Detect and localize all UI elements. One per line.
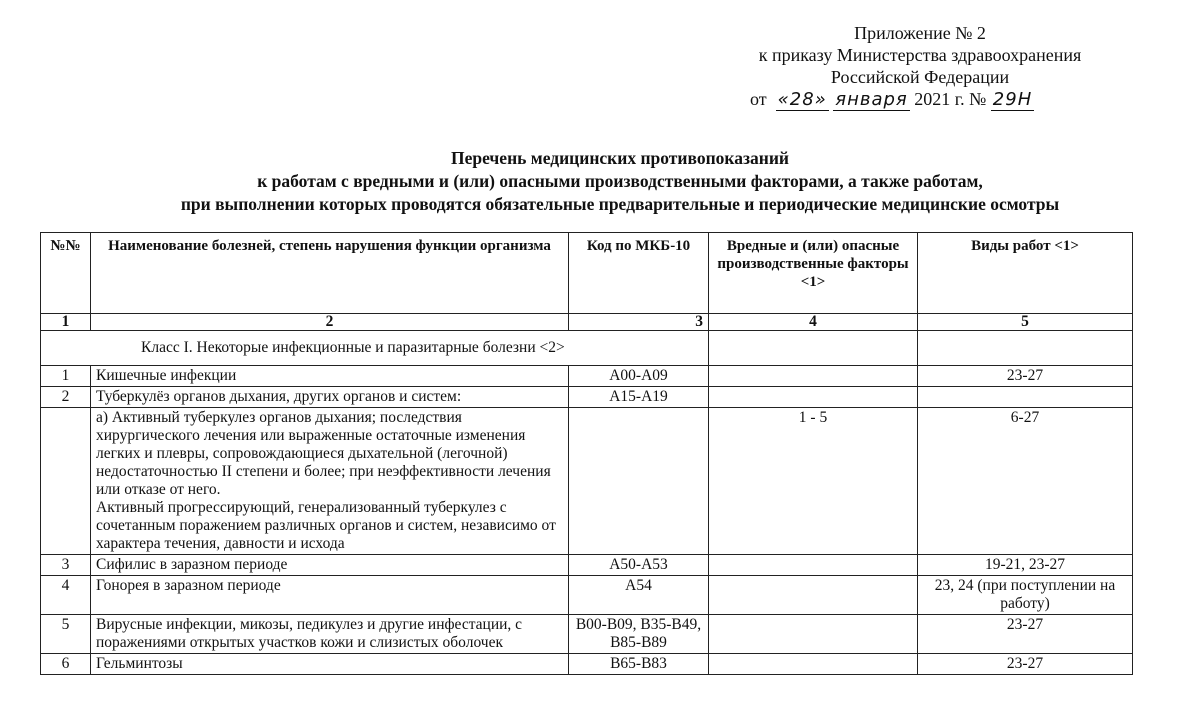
class-row <box>41 331 1133 366</box>
row-icd: A50-A53 <box>569 555 709 576</box>
col-number: 1 <box>41 314 91 331</box>
header-works: Виды работ <1> <box>918 233 1133 314</box>
row-name: Сифилис в заразном периоде <box>91 555 569 576</box>
row-num: 6 <box>41 654 91 675</box>
row-name <box>91 408 569 555</box>
row-icd: B65-B83 <box>569 654 709 675</box>
row-num: 2 <box>41 387 91 408</box>
row-num: 4 <box>41 576 91 615</box>
document-title <box>40 147 1200 216</box>
appendix-label: Приложение № 2 <box>854 23 986 43</box>
row-factors <box>709 366 918 387</box>
header-icd: Код по МКБ-10 <box>569 233 709 314</box>
row-num: 1 <box>41 366 91 387</box>
table-row <box>41 654 1133 675</box>
order-line: к приказу Министерства здравоохранения <box>758 45 1082 65</box>
row-name: Вирусные инфекции, микозы, педикулез и другие инфестации, с поражениями открытых участков кожи и слизистых оболочек <box>91 615 569 654</box>
col-number: 5 <box>918 314 1133 331</box>
row-name: Гонорея в заразном периоде <box>91 576 569 615</box>
row-factors <box>709 654 918 675</box>
table-row <box>41 408 1133 555</box>
row-num <box>41 408 91 555</box>
row-icd: A00-A09 <box>569 366 709 387</box>
row-num: 3 <box>41 555 91 576</box>
contraindications-table <box>40 232 1133 675</box>
row-name: Гельминтозы <box>91 654 569 675</box>
row-icd <box>569 408 709 555</box>
col-number: 3 <box>569 314 709 331</box>
row-icd: A54 <box>569 576 709 615</box>
col-number: 2 <box>91 314 569 331</box>
header-row <box>41 233 1133 314</box>
row-factors: 1 - 5 <box>709 408 918 555</box>
header-factors: Вредные и (или) опасные производственные факторы <1> <box>709 233 918 314</box>
order-number-handwritten: 29Н <box>992 89 1033 110</box>
header-name: Наименование болезней, степень нарушения функции организма <box>91 233 569 314</box>
row-icd: A15-A19 <box>569 387 709 408</box>
table-row <box>41 387 1133 408</box>
row-name: Кишечные инфекции <box>91 366 569 387</box>
row-works: 23-27 <box>918 654 1133 675</box>
row-name: Туберкулёз органов дыхания, других органов и систем: <box>91 387 569 408</box>
header-num: №№ <box>41 233 91 314</box>
row-works: 23-27 <box>918 615 1133 654</box>
date-prefix: от <box>750 89 767 109</box>
col-number: 4 <box>709 314 918 331</box>
order-date-line <box>720 88 1120 111</box>
row-factors <box>709 387 918 408</box>
row-works: 19-21, 23-27 <box>918 555 1133 576</box>
date-day-handwritten: «28» <box>777 89 827 110</box>
row-works <box>918 387 1133 408</box>
row-icd: B00-B09, B35-B49, B85-B89 <box>569 615 709 654</box>
table-row <box>41 366 1133 387</box>
row-num: 5 <box>41 615 91 654</box>
row-name-part-b: Активный прогрессирующий, генерализованный туберкулез с сочетанным поражением различных органов и систем, независимо от характера течения, давности и исхода <box>96 499 556 552</box>
row-works: 6-27 <box>918 408 1133 555</box>
row-factors <box>709 615 918 654</box>
table-row <box>41 615 1133 654</box>
title-line-3: при выполнении которых проводятся обязательные предварительные и периодические медицинские осмотры <box>180 194 1060 214</box>
date-month-handwritten: января <box>835 89 908 110</box>
column-number-row <box>41 314 1133 331</box>
title-line-1: Перечень медицинских противопоказаний <box>450 148 790 168</box>
table-row <box>41 576 1133 615</box>
table-row <box>41 555 1133 576</box>
ministry-line: Российской Федерации <box>830 67 1010 87</box>
class-title: Класс I. Некоторые инфекционные и паразитарные болезни <2> <box>41 331 709 366</box>
row-factors <box>709 555 918 576</box>
row-works: 23-27 <box>918 366 1133 387</box>
date-year: 2021 г. № <box>914 89 987 109</box>
appendix-header <box>720 22 1120 111</box>
title-line-2: к работам с вредными и (или) опасными производственными факторами, а также работам, <box>257 171 983 191</box>
row-name-part-a: а) Активный туберкулез органов дыхания; последствия хирургического лечения или выраженные остаточные изменения легких и плевры, сопровождающиеся дыхательной (легочной) недостаточностью II степени и более; при неэффективности лечения или отказе от него. <box>96 409 551 498</box>
row-factors <box>709 576 918 615</box>
row-works: 23, 24 (при поступлении на работу) <box>918 576 1133 615</box>
